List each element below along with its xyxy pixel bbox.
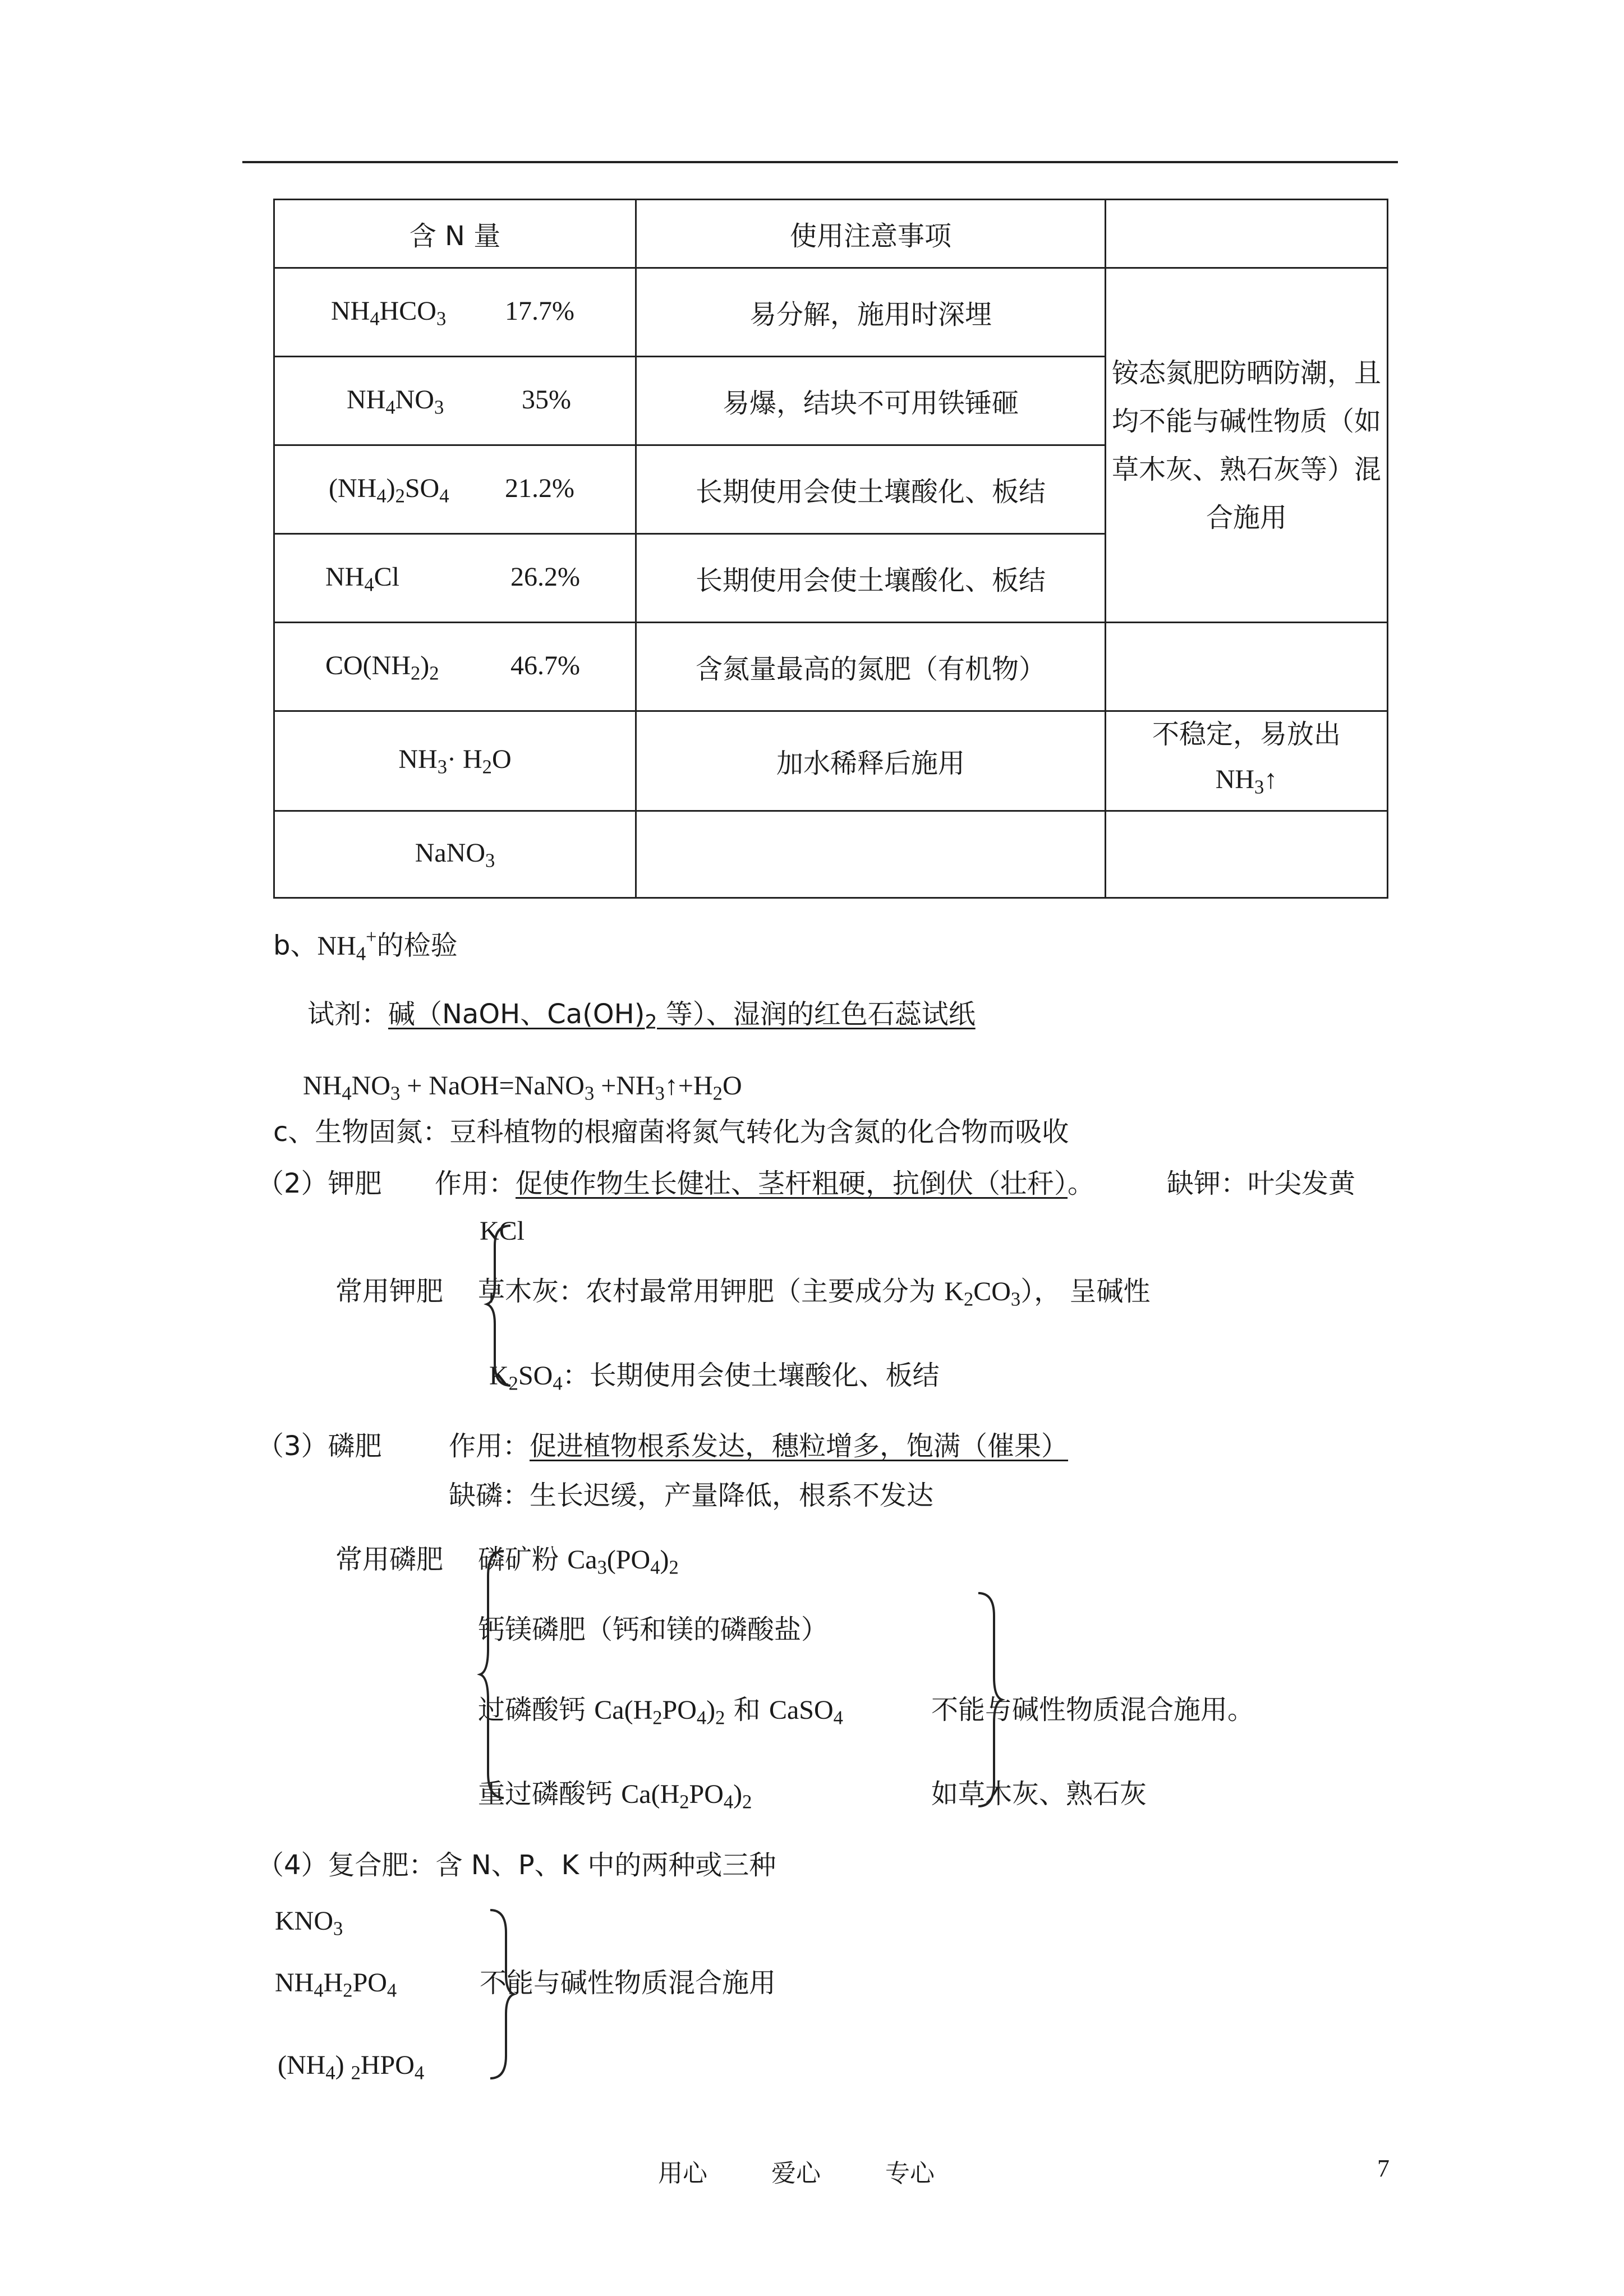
phosphate-item-rock: 磷矿粉 $Ca_3(PO_4)_2$ [478,1544,679,1579]
reagent-text: 碱（NaOH、$Ca(OH)_2$ 等）、湿润的红色石蕊试纸 [388,999,976,1034]
table-row [274,811,1388,898]
extra-ammonia-water: 不稳定，易放出 $NH_3↑$ [1106,711,1388,811]
potash-role-label: 作用： [435,1168,516,1199]
table-row [274,711,1388,811]
phosphate-brace-left [481,1548,515,1801]
phosphate-note-examples: 如草木灰、熟石灰 [931,1778,1147,1810]
formula-nano3: NaNO$_3$ [274,811,636,898]
compound-item-kno3: $KNO_3$ [275,1906,343,1940]
ammonium-test-equation: $NH_4NO_3$ + NaOH=NaNO$_3$ $+NH_3↑+H_2O$ [303,1071,742,1105]
formula-nh4-2so4: $(NH_4)_2SO_4$ [329,473,449,507]
header-rule [242,161,1398,163]
table-row [274,623,1388,711]
compound-item-dap: $(NH_4)$ $_2HPO_4$ [278,2050,425,2084]
note-nh4cl: 长期使用会使土壤酸化、板结 [636,534,1106,623]
formula-nh4hco3: $NH_4HCO_3$ [331,296,447,330]
footer-motto-2: 爱心 [771,2159,821,2188]
nitrogen-fertilizer-table [273,199,1388,899]
extra-urea [1106,623,1388,711]
b-title: b、$NH_4^+$的检验 [273,926,458,965]
table-header-row [274,200,1388,268]
pct-nh4cl: 26.2% [510,562,580,592]
header-blank [1106,200,1388,268]
header-usage-notes: 使用注意事项 [636,200,1106,268]
footer-motto-3: 专心 [885,2159,935,2188]
potash-brace [488,1223,522,1391]
phosphate-title: （3）磷肥 [257,1430,382,1462]
phosphate-role-label: 作用： [449,1430,530,1462]
compound-brace [488,1907,522,2081]
compound-item-map: $NH_4H_2PO_4$ [275,1968,397,2001]
phosphate-deficiency: 缺磷：生长迟缓，产量降低，根系不发达 [449,1480,934,1511]
pct-urea: 46.7% [510,651,580,680]
note-urea: 含氮量最高的氮肥（有机物） [636,623,1106,711]
formula-urea: $CO(NH_2)_2$ [325,651,439,684]
table-row [274,268,1388,357]
potash-role-end: 。 [1068,1168,1095,1199]
potash-item-kcl: KCl [480,1216,525,1246]
compound-title: （4）复合肥：含 N、P、K 中的两种或三种 [257,1849,776,1881]
phosphate-item-superphosphate: 过磷酸钙 $Ca(H_2PO_4)_2$ 和 CaSO$_4$ [478,1694,843,1729]
formula-nh4no3: $NH_4NO_3$ [347,385,444,418]
pct-nh4hco3: 17.7% [505,296,574,326]
potash-common-label: 常用钾肥 [335,1276,444,1307]
potash-title: （2）钾肥 [257,1168,382,1199]
phosphate-item-triple: 重过磷酸钙 $Ca(H_2PO_4)_2$ [478,1778,752,1813]
potash-item-ash: 草木灰：农村最常用钾肥（主要成分为 $K_2CO_3$）， 呈碱性 [478,1276,1151,1310]
page-number: 7 [1377,2155,1390,2182]
phosphate-brace-right [976,1590,1010,1809]
c-biological-fixation: c、生物固氮：豆科植物的根瘤菌将氮气转化为含氮的化合物而吸收 [273,1116,1069,1148]
note-ammonia-water: 加水稀释后施用 [636,711,1106,811]
note-nh4hco3: 易分解，施用时深埋 [636,268,1106,357]
potash-deficiency: 缺钾：叶尖发黄 [1167,1168,1356,1199]
footer-motto-1: 用心 [658,2159,707,2188]
reagent-label: 试剂： [307,999,389,1030]
pct-nh4no3: 35% [522,385,571,415]
formula-nh4cl: $NH_4Cl$ [325,562,399,596]
phosphate-note-alkali: 不能与碱性物质混合施用。 [931,1694,1255,1726]
phosphate-common-label: 常用磷肥 [335,1544,444,1575]
header-n-content: 含 N 量 [274,200,636,268]
reagent-line [307,997,976,1039]
phosphate-role-line [449,1429,1068,1463]
potash-item-k2so4: $K_2SO_4$：长期使用会使土壤酸化、板结 [489,1360,940,1395]
merged-ammonium-note: 铵态氮肥防晒防潮，且均不能与碱性物质（如草木灰、熟石灰等）混合施用 [1106,268,1388,623]
potash-role-line [435,1167,1094,1200]
compound-note: 不能与碱性物质混合施用 [480,1967,776,1999]
note-nh4no3: 易爆，结块不可用铁锤砸 [636,357,1106,445]
extra-nano3 [1106,811,1388,898]
note-nano3 [636,811,1106,898]
formula-ammonia-water: $NH_3\cdot H_2O$ [274,711,636,811]
note-nh4-2so4: 长期使用会使土壤酸化、板结 [636,445,1106,534]
phosphate-role: 促进植物根系发达，穗粒增多，饱满（催果） [530,1430,1069,1462]
pct-nh4-2so4: 21.2% [505,473,574,503]
phosphate-item-camg: 钙镁磷肥（钙和镁的磷酸盐） [478,1614,829,1645]
potash-role: 促使作物生长健壮、茎杆粗硬，抗倒伏（壮秆） [516,1168,1068,1199]
